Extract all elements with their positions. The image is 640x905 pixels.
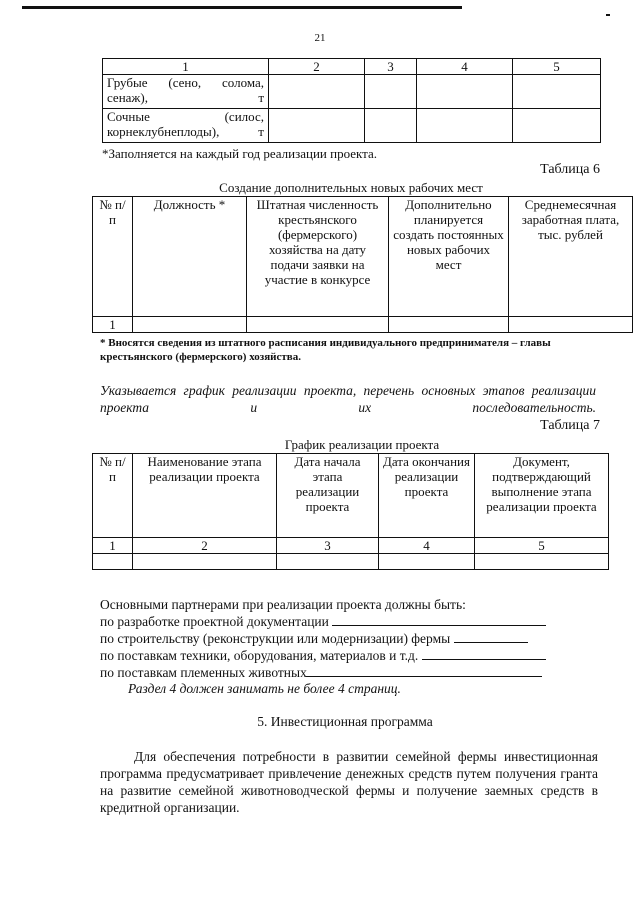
table-cell	[513, 109, 601, 143]
table-row	[103, 75, 601, 109]
blank-line	[332, 613, 546, 626]
partner-line	[100, 664, 600, 681]
col-number: 4	[417, 59, 513, 75]
table-cell	[277, 554, 379, 570]
table7-title: График реализации проекта	[284, 437, 440, 452]
section-heading: 5. Инвестиционная программа	[257, 714, 433, 729]
partner-line	[100, 630, 600, 647]
table-header-row	[93, 197, 633, 317]
partner-label: по поставкам племенных животных	[100, 665, 307, 680]
header-start: Дата начала этапа реализации проекта	[277, 454, 379, 538]
col-number: 5	[475, 538, 609, 554]
header-number: № п/п	[93, 197, 133, 317]
blank-line	[454, 630, 528, 643]
col-number: 3	[365, 59, 417, 75]
schedule-table	[92, 453, 609, 570]
blank-line	[306, 664, 542, 677]
top-rule	[22, 6, 462, 9]
col-number: 4	[379, 538, 475, 554]
table5-footnote: *Заполняется на каждый год реализации проекта.	[102, 146, 378, 161]
table-row	[93, 317, 633, 333]
header-number: № п/п	[93, 454, 133, 538]
header-end: Дата окончания реализации проекта	[379, 454, 475, 538]
partner-label: по поставкам техники, оборудования, материалов и т.д.	[100, 648, 419, 663]
partner-line	[100, 647, 600, 664]
section-note: Раздел 4 должен занимать не более 4 страниц.	[128, 681, 401, 696]
table-header-row	[103, 59, 601, 75]
instruction-text: Указывается график реализации проекта, перечень основных этапов реализации проекта и их последовательность.	[100, 383, 596, 415]
row-label: Грубые (сено, солома, сенаж), т	[103, 75, 269, 109]
partner-label: по разработке проектной документации	[100, 614, 329, 629]
table-cell	[365, 109, 417, 143]
table6-title: Создание дополнительных новых рабочих мест	[219, 180, 483, 195]
table-number-row	[93, 538, 609, 554]
table-cell	[513, 75, 601, 109]
table-cell	[93, 554, 133, 570]
col-number: 5	[513, 59, 601, 75]
table-header-row	[93, 454, 609, 538]
header-salary: Среднемесячная заработная плата, тыс. рублей	[509, 197, 633, 317]
corner-dash	[606, 14, 610, 16]
table-cell	[379, 554, 475, 570]
table-cell	[509, 317, 633, 333]
header-stage: Наименование этапа реализации проекта	[133, 454, 277, 538]
table-cell	[133, 554, 277, 570]
table-cell	[475, 554, 609, 570]
header-staff: Штатная численность крестьянского (фермерского) хозяйства на дату подачи заявки на участие в конкурсе	[247, 197, 389, 317]
header-position: Должность *	[133, 197, 247, 317]
partner-line	[100, 613, 590, 630]
blank-line	[422, 647, 546, 660]
row-number: 1	[93, 317, 133, 333]
partners-intro: Основными партнерами при реализации проекта должны быть:	[100, 597, 466, 612]
table-cell	[417, 109, 513, 143]
table-cell	[247, 317, 389, 333]
table6-number: Таблица 6	[540, 162, 600, 177]
col-number: 1	[93, 538, 133, 554]
page-number: 21	[314, 32, 326, 44]
table-cell	[389, 317, 509, 333]
table-row	[93, 554, 609, 570]
col-number: 2	[133, 538, 277, 554]
jobs-table	[92, 196, 633, 333]
table-cell	[269, 75, 365, 109]
col-number: 1	[103, 59, 269, 75]
table-cell	[365, 75, 417, 109]
table-cell	[417, 75, 513, 109]
row-label: Сочные (силос, корнеклубнеплоды), т	[103, 109, 269, 143]
body-paragraph: Для обеспечения потребности в развитии семейной фермы инвестиционная программа предусматривает привлечение денежных средств путем получения гранта на развитие семейной животноводческой фермы и получение заемных средств в кредитной организации.	[100, 749, 598, 815]
header-new-jobs: Дополнительно планируется создать постоянных новых рабочих мест	[389, 197, 509, 317]
table6-footnote: * Вносятся сведения из штатного расписания индивидуального предпринимателя – главы крестьянского (фермерского) хозяйства.	[100, 337, 551, 363]
partner-label: по строительству (реконструкции или модернизации) фермы	[100, 631, 451, 646]
col-number: 2	[269, 59, 365, 75]
table7-number: Таблица 7	[540, 418, 600, 433]
table-cell	[269, 109, 365, 143]
header-document: Документ, подтверждающий выполнение этапа реализации проекта	[475, 454, 609, 538]
table-cell	[133, 317, 247, 333]
col-number: 3	[277, 538, 379, 554]
table-row	[103, 109, 601, 143]
feed-table	[102, 58, 601, 143]
